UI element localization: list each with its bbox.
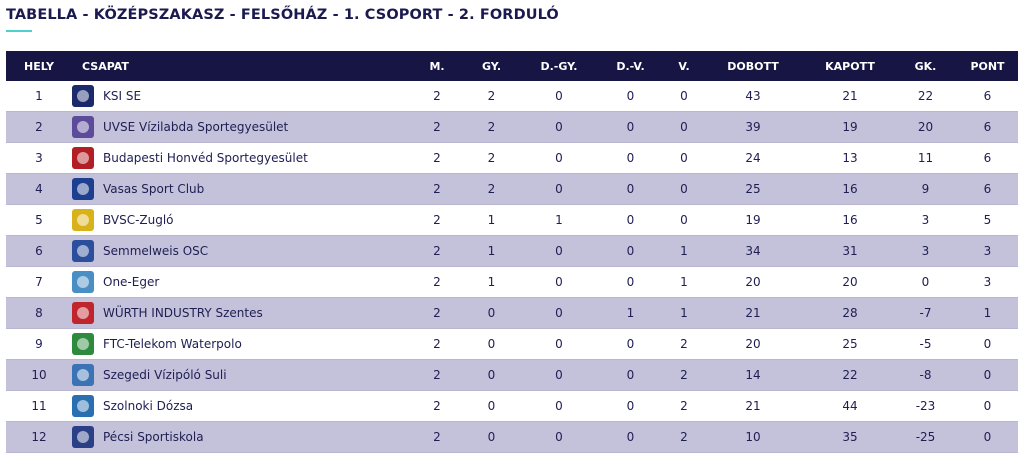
cell-pont: 6 [957,112,1018,143]
cell-dgy: 0 [525,329,593,360]
cell-dgy: 0 [525,360,593,391]
cell-pont: 6 [957,81,1018,112]
cell-dgy: 0 [525,174,593,205]
cell-dv: 0 [593,391,668,422]
cell-dgy: 1 [525,205,593,236]
cell-gk: -7 [894,298,957,329]
cell-dv: 0 [593,329,668,360]
team-name-link[interactable]: WÜRTH INDUSTRY Szentes [103,306,263,320]
cell-dobott: 34 [700,236,806,267]
cell-m: 2 [416,81,458,112]
szentes-logo-icon [72,302,94,324]
cell-hely: 2 [6,112,72,143]
cell-hely: 5 [6,205,72,236]
cell-gy: 2 [458,143,525,174]
cell-v: 1 [668,236,700,267]
cell-dgy: 0 [525,112,593,143]
cell-team [72,422,416,453]
cell-dv: 0 [593,360,668,391]
cell-dgy: 0 [525,298,593,329]
cell-dobott: 39 [700,112,806,143]
team-name-link[interactable]: Semmelweis OSC [103,244,209,258]
cell-m: 2 [416,422,458,453]
cell-gk: 3 [894,205,957,236]
cell-dobott: 19 [700,205,806,236]
cell-m: 2 [416,205,458,236]
cell-kapott: 21 [806,81,894,112]
cell-kapott: 19 [806,112,894,143]
standings-table [6,51,1018,453]
cell-pont: 6 [957,143,1018,174]
cell-pont: 6 [957,174,1018,205]
cell-hely: 10 [6,360,72,391]
szeged-logo-icon [72,364,94,386]
cell-hely: 4 [6,174,72,205]
cell-v: 0 [668,205,700,236]
cell-m: 2 [416,391,458,422]
team-name-link[interactable]: One-Eger [103,275,160,289]
table-row[interactable] [6,205,1018,236]
cell-dobott: 43 [700,81,806,112]
cell-m: 2 [416,174,458,205]
team-name-link[interactable]: Budapesti Honvéd Sportegyesület [103,151,308,165]
cell-kapott: 44 [806,391,894,422]
vasas-logo-icon [72,178,94,200]
cell-dgy: 0 [525,143,593,174]
cell-dobott: 10 [700,422,806,453]
cell-pont: 0 [957,422,1018,453]
cell-gk: 22 [894,81,957,112]
cell-gk: 11 [894,143,957,174]
cell-dv: 0 [593,143,668,174]
cell-gk: -5 [894,329,957,360]
team-name-link[interactable]: Pécsi Sportiskola [103,430,204,444]
table-row[interactable] [6,112,1018,143]
table-row[interactable] [6,391,1018,422]
col-header-kapott[interactable]: KAPOTT [825,59,875,73]
cell-m: 2 [416,112,458,143]
cell-gk: -23 [894,391,957,422]
cell-hely: 9 [6,329,72,360]
cell-v: 2 [668,360,700,391]
cell-gy: 0 [458,298,525,329]
cell-kapott: 22 [806,360,894,391]
table-row[interactable] [6,81,1018,112]
col-header-gy[interactable]: GY. [481,59,502,73]
cell-v: 2 [668,329,700,360]
cell-gk: 3 [894,236,957,267]
cell-m: 2 [416,267,458,298]
table-row[interactable] [6,236,1018,267]
col-header-csapat[interactable]: CSAPAT [82,59,129,73]
cell-dobott: 20 [700,267,806,298]
cell-pont: 0 [957,329,1018,360]
cell-hely: 3 [6,143,72,174]
cell-kapott: 35 [806,422,894,453]
cell-team [72,143,416,174]
cell-dgy: 0 [525,267,593,298]
cell-dobott: 25 [700,174,806,205]
cell-gk: 9 [894,174,957,205]
bvsc-logo-icon [72,209,94,231]
semmelweis-logo-icon [72,240,94,262]
team-name-link[interactable]: UVSE Vízilabda Sportegyesület [103,120,289,134]
team-name-link[interactable]: BVSC-Zugló [103,213,174,227]
cell-team [72,205,416,236]
cell-v: 0 [668,143,700,174]
cell-m: 2 [416,329,458,360]
cell-kapott: 31 [806,236,894,267]
cell-m: 2 [416,298,458,329]
cell-kapott: 25 [806,329,894,360]
cell-dv: 1 [593,298,668,329]
cell-gy: 2 [458,174,525,205]
cell-team [72,174,416,205]
team-name-link[interactable]: Szolnoki Dózsa [103,399,194,413]
cell-team [72,298,416,329]
cell-v: 1 [668,267,700,298]
cell-dgy: 0 [525,422,593,453]
col-header-m[interactable]: M. [429,59,445,73]
table-row[interactable] [6,267,1018,298]
cell-dv: 0 [593,267,668,298]
col-header-dv[interactable]: D.-V. [616,59,645,73]
cell-gk: -8 [894,360,957,391]
cell-team [72,360,416,391]
ksi-se-logo-icon [72,85,94,107]
table-row[interactable] [6,143,1018,174]
cell-pont: 3 [957,267,1018,298]
cell-team [72,81,416,112]
cell-dv: 0 [593,174,668,205]
cell-v: 0 [668,112,700,143]
cell-dv: 0 [593,81,668,112]
cell-dv: 0 [593,236,668,267]
cell-dv: 0 [593,205,668,236]
cell-dgy: 0 [525,391,593,422]
cell-gy: 0 [458,329,525,360]
cell-gy: 1 [458,205,525,236]
col-header-pont[interactable]: PONT [970,59,1005,73]
cell-dgy: 0 [525,236,593,267]
cell-v: 0 [668,174,700,205]
cell-hely: 12 [6,422,72,453]
col-header-dgy[interactable]: D.-GY. [540,59,578,73]
cell-pont: 3 [957,236,1018,267]
cell-dobott: 21 [700,298,806,329]
cell-hely: 8 [6,298,72,329]
cell-kapott: 28 [806,298,894,329]
team-name-link[interactable]: Szegedi Vízipóló Suli [103,368,227,382]
cell-gy: 0 [458,422,525,453]
cell-kapott: 20 [806,267,894,298]
cell-gk: -25 [894,422,957,453]
cell-dv: 0 [593,112,668,143]
table-header-row [6,51,1018,81]
cell-m: 2 [416,143,458,174]
pecs-logo-icon [72,426,94,448]
cell-pont: 0 [957,360,1018,391]
cell-dobott: 24 [700,143,806,174]
cell-hely: 7 [6,267,72,298]
table-row[interactable] [6,360,1018,391]
one-eger-logo-icon [72,271,94,293]
cell-gy: 1 [458,267,525,298]
cell-gy: 1 [458,236,525,267]
cell-dobott: 20 [700,329,806,360]
szolnok-logo-icon [72,395,94,417]
col-header-hely[interactable]: HELY [24,59,54,73]
cell-m: 2 [416,236,458,267]
cell-hely: 1 [6,81,72,112]
honved-logo-icon [72,147,94,169]
cell-gk: 0 [894,267,957,298]
cell-kapott: 16 [806,174,894,205]
cell-pont: 1 [957,298,1018,329]
cell-team [72,267,416,298]
cell-team [72,112,416,143]
col-header-gk[interactable]: GK. [914,59,937,73]
cell-pont: 0 [957,391,1018,422]
table-row[interactable] [6,422,1018,453]
ftc-logo-icon [72,333,94,355]
cell-dgy: 0 [525,81,593,112]
cell-gk: 20 [894,112,957,143]
cell-v: 1 [668,298,700,329]
table-row[interactable] [6,174,1018,205]
cell-gy: 2 [458,81,525,112]
cell-kapott: 16 [806,205,894,236]
cell-team [72,236,416,267]
col-header-v[interactable]: V. [678,59,690,73]
cell-pont: 5 [957,205,1018,236]
table-row[interactable] [6,329,1018,360]
cell-dobott: 14 [700,360,806,391]
cell-hely: 6 [6,236,72,267]
page-title: TABELLA - KÖZÉPSZAKASZ - FELSŐHÁZ - 1. CSOPORT - 2. FORDULÓ [6,7,559,23]
cell-v: 0 [668,81,700,112]
cell-hely: 11 [6,391,72,422]
cell-gy: 2 [458,112,525,143]
cell-gy: 0 [458,391,525,422]
cell-dv: 0 [593,422,668,453]
team-name-link[interactable]: KSI SE [103,89,142,103]
cell-dobott: 21 [700,391,806,422]
team-name-link[interactable]: Vasas Sport Club [103,182,205,196]
cell-gy: 0 [458,360,525,391]
cell-m: 2 [416,360,458,391]
cell-v: 2 [668,391,700,422]
uvse-logo-icon [72,116,94,138]
cell-kapott: 13 [806,143,894,174]
cell-v: 2 [668,422,700,453]
title-underline [6,30,32,32]
cell-team [72,329,416,360]
cell-team [72,391,416,422]
col-header-dobott[interactable]: DOBOTT [727,59,779,73]
team-name-link[interactable]: FTC-Telekom Waterpolo [103,337,242,351]
table-row[interactable] [6,298,1018,329]
